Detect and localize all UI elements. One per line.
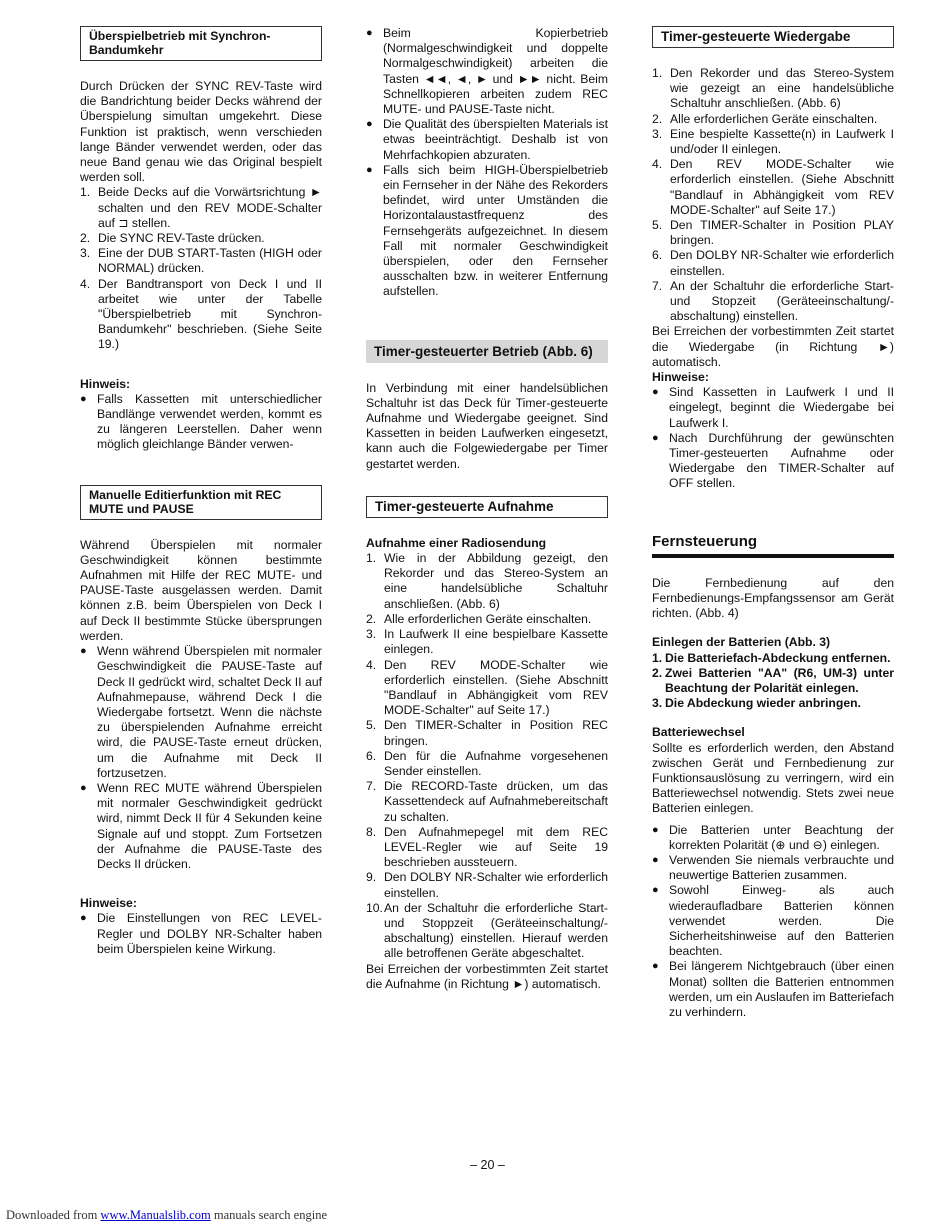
list-item: 1. Den Rekorder und das Stereo-System wie gezeigt an eine handelsübliche Schaltuhr anschließen. (Abb. 6) (652, 66, 894, 111)
list-item: 2. Die SYNC REV-Taste drücken. (80, 231, 265, 246)
list-item: 9. Den DOLBY NR-Schalter wie erforderlich einstellen. (366, 870, 608, 900)
battery-bullets (652, 823, 894, 1021)
column-left (80, 26, 322, 957)
rec-mute-intro: Während Überspielen mit normaler Geschwindigkeit können bestimmte Aufnahmen mit Hilfe der REC MUTE- und PAUSE-Taste ausgelassen werden. Damit können z.B. beim Überspielen von Deck I auf Deck II bestimmte Stücke übersprungen werden. (80, 537, 322, 643)
section-title-timer-play: Timer-gesteuerte Wiedergabe (652, 26, 894, 48)
list-item: ● Bei längerem Nichtgebrauch (über einen Monat) sollten die Batterien entnommen werden, um ein Auslaufen im Batteriefach zu verhindern. (652, 959, 894, 1020)
list-item: 6. Den für die Aufnahme vorgesehenen Sender einstellen. (366, 748, 608, 778)
footer-suffix: manuals search engine (210, 1208, 327, 1222)
subheading-radio: Aufnahme einer Radiosendung (366, 535, 547, 550)
subheading-battery-change: Batteriewechsel (652, 725, 745, 740)
list-item: ● Wenn während Überspielen mit normaler Geschwindigkeit die PAUSE-Taste auf Deck II gedrückt wird, schaltet Deck II auf Aufnahmepause, während Deck I die Wiedergabe fortsetzt. Wenn die nächste zu überspielenden Aufnahme erreicht wird, die PAUSE-Taste erneut drücken, um die Aufnahme mit Deck II fortzusetzen. (80, 644, 322, 781)
timer-intro: In Verbindung mit einer handelsüblichen Schaltuhr ist das Deck für Timer-gesteuerte Aufnahme und Wiedergabe geeignet. Sind Kassetten in beiden Laufwerken eingesetzt, kann auch die Folgewiedergabe per Timer gestartet werden. (366, 380, 608, 471)
list-item: 7. Die RECORD-Taste drücken, um das Kassettendeck auf Aufnahmebereitschaft zu schalten. (366, 779, 608, 824)
list-item: 8. Den Aufnahmepegel mit dem REC LEVEL-Regler wie auf Seite 19 beschrieben aussteuern. (366, 824, 608, 870)
section-title-remote: Fernsteuerung (652, 532, 894, 558)
footer-prefix: Downloaded from (6, 1208, 101, 1222)
list-item: ● Die Qualität des überspielten Materials ist etwas beeinträchtigt. Deshalb ist von Mehrfachkopien abzuraten. (366, 117, 608, 163)
list-item: ● Verwenden Sie niemals verbrauchte und neuwertige Batterien zusammen. (652, 853, 894, 883)
timer-rec-outro: Bei Erreichen der vorbestimmten Zeit startet die Aufnahme (in Richtung ►) automatisch. (366, 961, 608, 991)
list-item: ● Falls sich beim HIGH-Überspielbetrieb ein Fernseher in der Nähe des Rekorders befindet, wird unter Umständen die Horizontalaustastfrequenz des Fernsehgeräts aufgezeichnet. In diesem Fall mit normaler Geschwindigkeit überspielen, oder den Fernseher ausschalten bzw. in weiterer Entfernung aufstellen. (366, 163, 608, 300)
list-item: ● Die Batterien unter Beachtung der korrekten Polarität (⊕ und ⊖) einlegen. (652, 823, 894, 853)
list-item: 3. Eine bespielte Kassette(n) in Laufwerk I und/oder II einlegen. (652, 126, 894, 157)
list-item: 2. Zwei Batterien "AA" (R6, UM-3) unter Beachtung der Polarität einlegen. (652, 665, 894, 695)
list-item: 6. Den DOLBY NR-Schalter wie erforderlich einstellen. (652, 248, 894, 278)
list-item: ● Sowohl Einweg- als auch wiederaufladbare Batterien können verwendet werden. Die Sicherheitshinweise auf den Batterien beachten. (652, 883, 894, 959)
rec-mute-bullets (80, 644, 322, 872)
list-item: ● Falls Kassetten mit unterschiedlicher Bandlänge verwendet werden, kommt es zu längeren Leerstellen. Daher wenn möglich gleichlange Bänder verwen- (80, 392, 322, 453)
section-title-rec-mute: Manuelle Editierfunktion mit REC MUTE und PAUSE (80, 485, 322, 520)
timer-rec-steps (366, 551, 608, 961)
list-item: 1. Die Batteriefach-Abdeckung entfernen. (652, 650, 891, 665)
battery-steps (652, 651, 894, 712)
section-title-timer: Timer-gesteuerter Betrieb (Abb. 6) (366, 340, 608, 363)
battery-change-intro: Sollte es erforderlich werden, den Abstand zwischen Gerät und Fernbedienung zur Funktionsauslösung zu verringern, wird ein Batteriewechsel notwendig. Stets zwei neue Batterien einlegen. (652, 740, 894, 816)
list-item: ● Nach Durchführung der gewünschten Timer-gesteuerten Aufnahme oder Wiedergabe den TIMER-Schalter auf OFF stellen. (652, 431, 894, 492)
sync-rev-intro: Durch Drücken der SYNC REV-Taste wird die Bandrichtung beider Decks während der Überspielung simultan umgekehrt. Diese Funktion ist praktisch, wenn verschieden lange Bänder verwendet werden, oder das neue Band genau wie das Original bespielt werden soll. (80, 79, 322, 185)
list-item: 4. Der Bandtransport von Deck I und II arbeitet wie unter der Tabelle "Überspielbetrieb mit Synchron-Bandumkehr" beschrieben. (Siehe Seite 19.) (80, 276, 322, 352)
list-item: 7. An der Schaltuhr die erforderliche Start- und Stopzeit (Geräteeinschaltung/-abschaltung) einstellen. (652, 278, 894, 324)
section-title-timer-rec: Timer-gesteuerte Aufnahme (366, 496, 608, 518)
timer-play-outro: Bei Erreichen der vorbestimmten Zeit startet die Wiedergabe (in Richtung ►) automatisch. (652, 324, 894, 369)
list-item: 3. In Laufwerk II eine bespielbare Kassette einlegen. (366, 627, 608, 657)
list-item: 10. An der Schaltuhr die erforderliche Start- und Stoppzeit (Geräteeinschaltung/-abschaltung) einstellen. Hierauf werden alle betroffenen Geräte abgeschaltet. (366, 900, 608, 961)
list-item: ● Wenn REC MUTE während Überspielen mit normaler Geschwindigkeit gedrückt wird, nimmt Deck II für 4 Sekunden keine Signale auf und stoppt. Zum Fortsetzen der Aufnahme die PAUSE-Taste des Decks II drücken. (80, 781, 322, 872)
note-list (80, 392, 322, 453)
list-item: 2. Alle erforderlichen Geräte einschalten. (366, 611, 592, 626)
column-middle (366, 26, 608, 992)
list-item: 4. Den REV MODE-Schalter wie erforderlich einstellen. (Siehe Abschnitt "Bandlauf in Abhängigkeit vom REV MODE-Schalter" auf Seite 17.) (366, 657, 608, 718)
note-list (652, 385, 894, 491)
note-label: Hinweise: (80, 896, 137, 911)
dubbing-bullets (366, 26, 608, 300)
section-title-sync-rev: Überspielbetrieb mit Synchron-Bandumkehr (80, 26, 322, 61)
list-item: 3. Eine der DUB START-Tasten (HIGH oder NORMAL) drücken. (80, 246, 322, 276)
list-item: 5. Den TIMER-Schalter in Position REC bringen. (366, 718, 608, 748)
page-number: – 20 – (470, 1158, 505, 1172)
note-list (80, 911, 322, 957)
download-footer (6, 1208, 327, 1223)
manualslib-link[interactable]: www.Manualslib.com (100, 1208, 211, 1222)
list-item: 2. Alle erforderlichen Geräte einschalten. (652, 111, 878, 126)
remote-intro: Die Fernbedienung auf den Fernbedienungs-Empfangssensor am Gerät richten. (Abb. 4) (652, 575, 894, 621)
list-item: 4. Den REV MODE-Schalter wie erforderlich einstellen. (Siehe Abschnitt "Bandlauf in Abhängigkeit vom REV MODE-Schalter" auf Seite 17.) (652, 157, 894, 217)
list-item: 5. Den TIMER-Schalter in Position PLAY bringen. (652, 218, 894, 248)
timer-play-steps (652, 66, 894, 324)
sync-rev-steps (80, 185, 322, 352)
list-item: 1. Beide Decks auf die Vorwärtsrichtung ► schalten und den REV MODE-Schalter auf ⊐ stellen. (80, 185, 322, 230)
subheading-battery-insert: Einlegen der Batterien (Abb. 3) (652, 635, 831, 650)
column-right (652, 26, 894, 1020)
note-label: Hinweise: (652, 370, 709, 385)
list-item: 1. Wie in der Abbildung gezeigt, den Rekorder und das Stereo-System an eine handelsübliche Schaltuhr anschließen. (Abb. 6) (366, 551, 608, 611)
note-label: Hinweis: (80, 376, 131, 391)
list-item: ● Sind Kassetten in Laufwerk I und II eingelegt, beginnt die Wiedergabe bei Laufwerk I. (652, 385, 894, 431)
list-item: ● Die Einstellungen von REC LEVEL-Regler und DOLBY NR-Schalter haben beim Überspielen keine Wirkung. (80, 911, 322, 957)
list-item: 3. Die Abdeckung wieder anbringen. (652, 696, 861, 711)
list-item: ● Beim Kopierbetrieb (Normalgeschwindigkeit und doppelte Normalgeschwindigkeit) arbeiten die Tasten ◄◄, ◄, ► und ►► nicht. Beim Schnellkopieren arbeiten zudem REC MUTE- und PAUSE-Taste nicht. (366, 26, 608, 117)
